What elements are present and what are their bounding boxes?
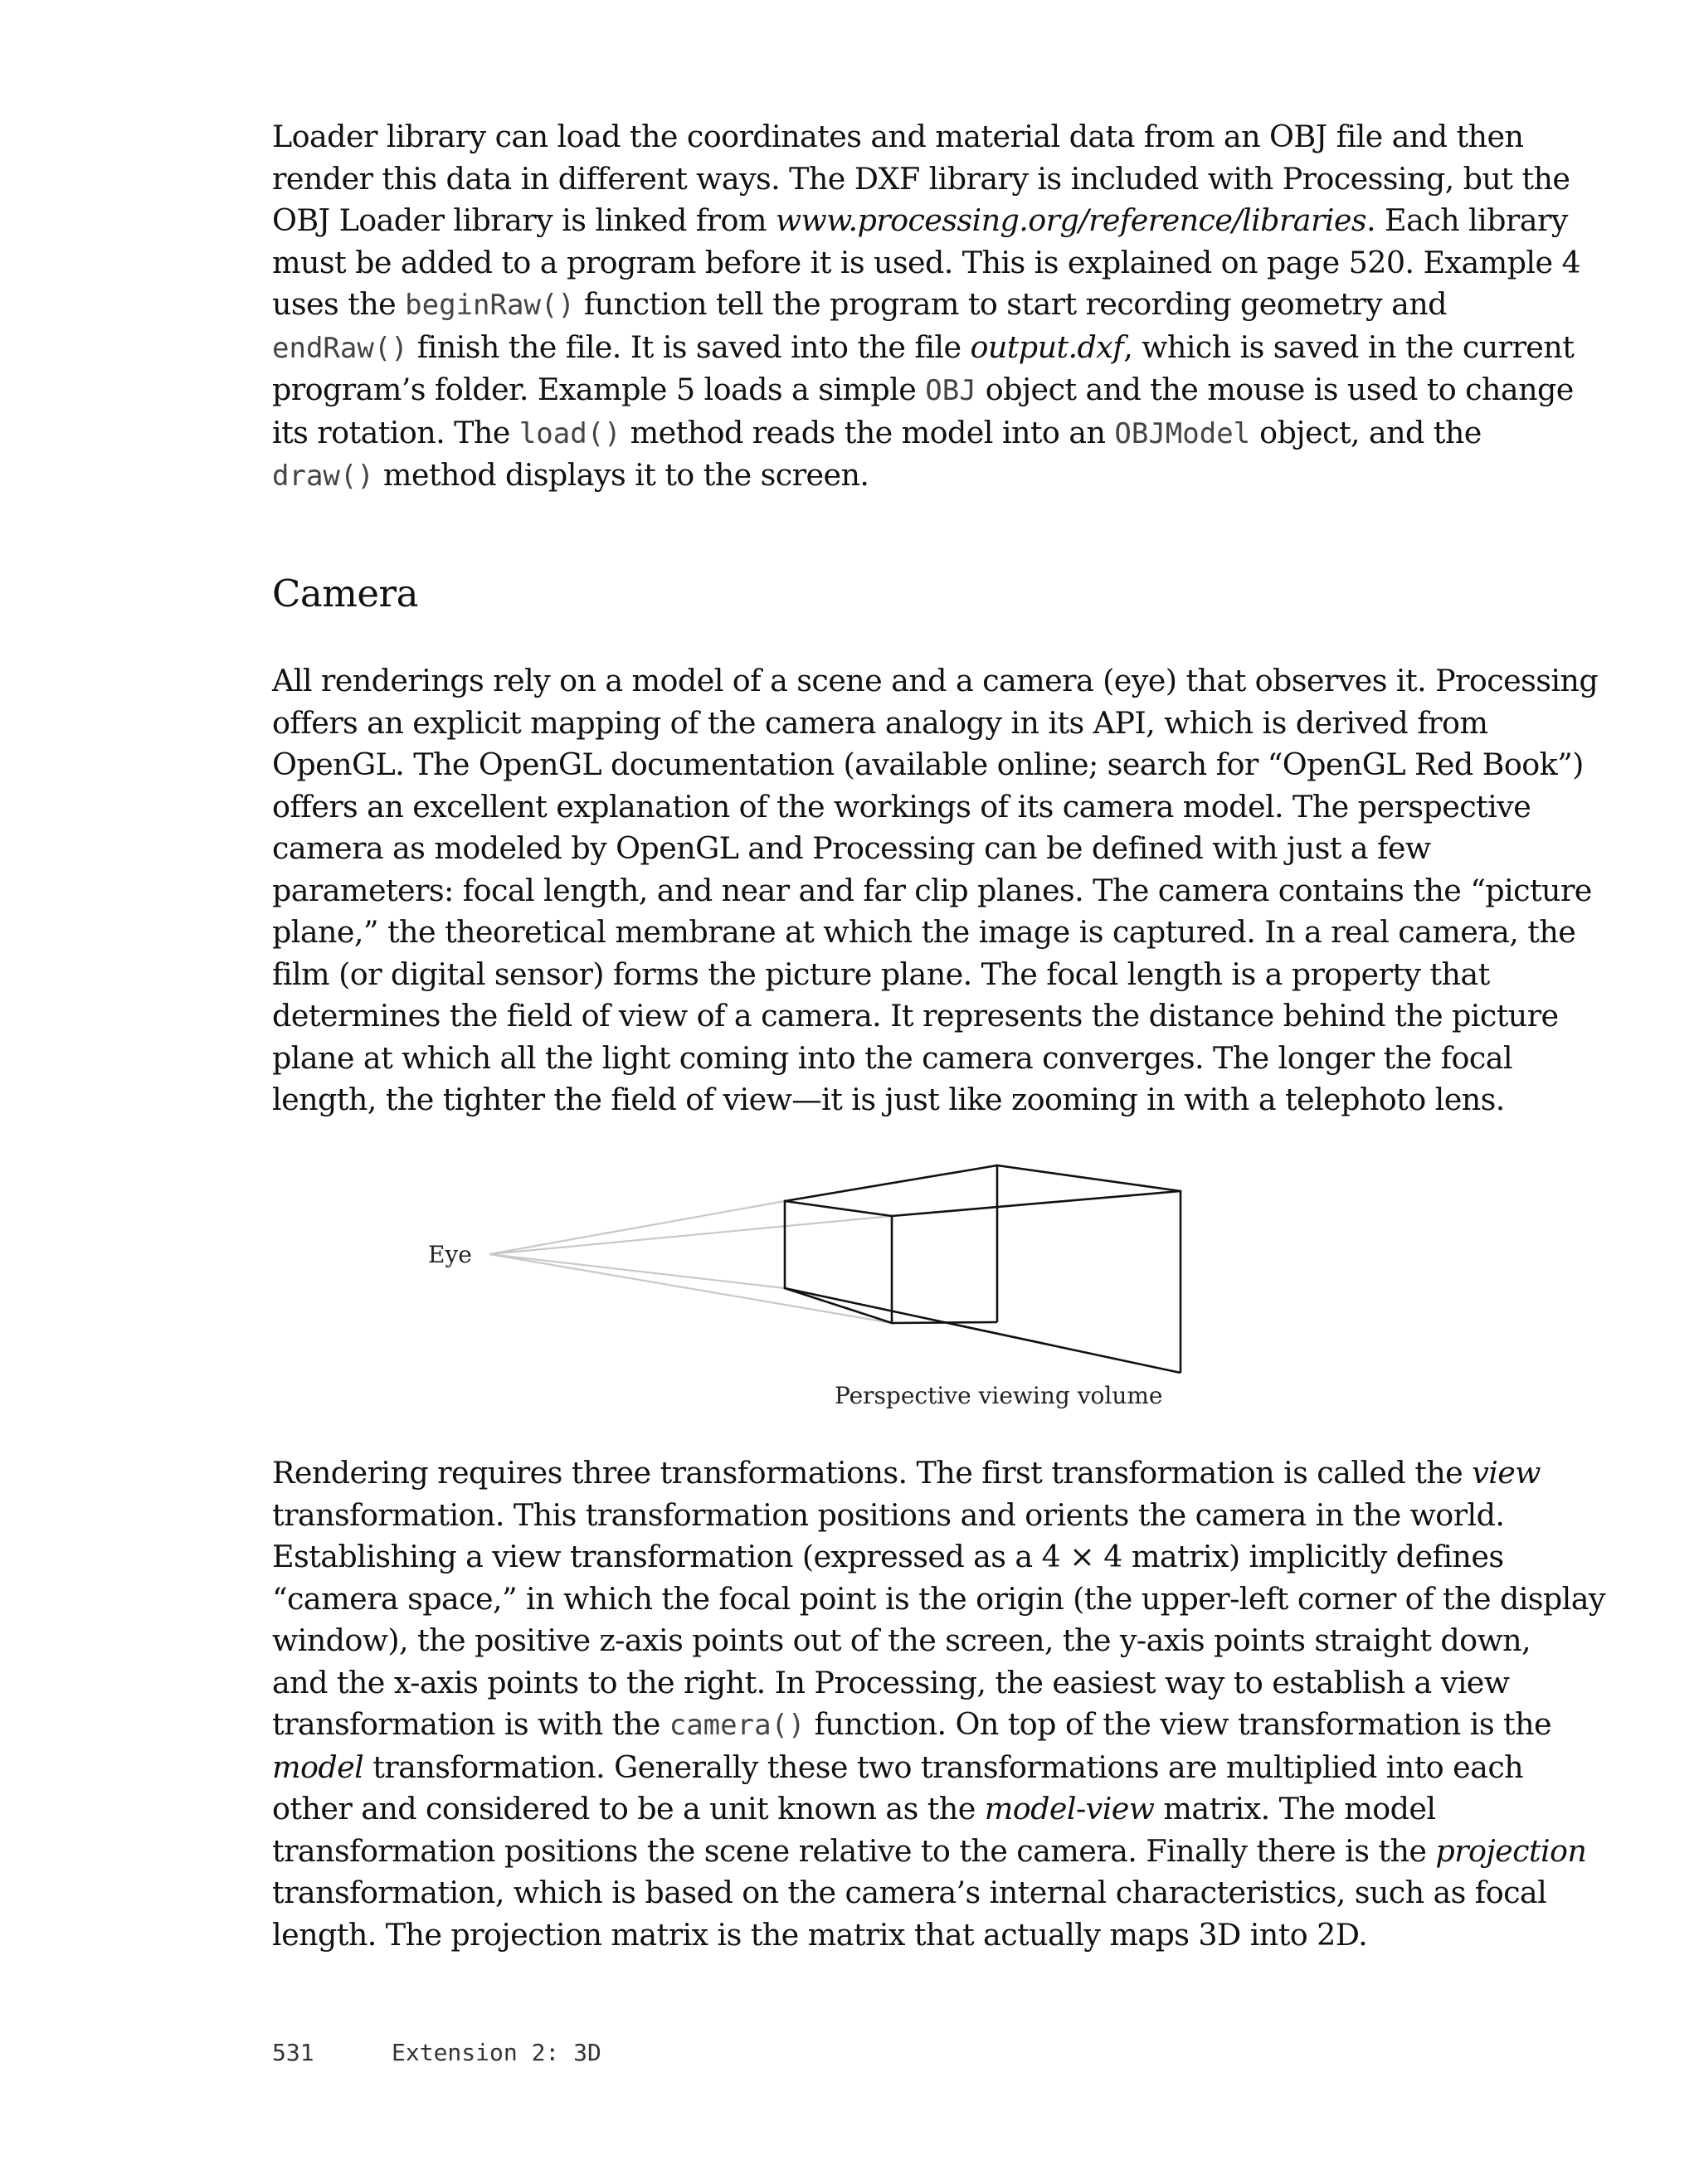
text-line: its rotation. The load() method reads the model into an OBJModel object, and the — [272, 414, 1482, 450]
code-beginraw: beginRaw() — [405, 289, 575, 322]
sight-line — [489, 1216, 892, 1254]
text-line: All renderings rely on a model of a scene and a camera (eye) that observes it. Processing — [272, 663, 1599, 698]
code-objmodel: OBJModel — [1114, 416, 1251, 450]
sight-line — [489, 1254, 892, 1323]
section-title: Extension 2: 3D — [392, 2039, 601, 2066]
sight-lines — [489, 1201, 892, 1323]
section-heading: Camera — [272, 572, 418, 615]
figure-caption: Perspective viewing volume — [835, 1382, 1163, 1409]
text-line: determines the field of view of a camera. It represents the distance behind the picture — [272, 998, 1559, 1034]
text-line: model transformation. Generally these two transformations are multiplied into each — [272, 1749, 1524, 1785]
text-line: render this data in different ways. The DXF library is included with Processing, but the — [272, 160, 1570, 197]
text-line: must be added to a program before it is used. This is explained on page 520. Example 4 — [272, 244, 1581, 280]
term-model-view: model-view — [984, 1791, 1155, 1826]
text-line: Establishing a view transformation (expressed as a 4 × 4 matrix) implicitly defines — [272, 1539, 1504, 1574]
text-line: length. The projection matrix is the matrix that actually maps 3D into 2D. — [272, 1916, 1368, 1953]
sight-line — [489, 1201, 785, 1254]
filename-output-dxf: output.dxf — [970, 328, 1124, 365]
text-line: program’s folder. Example 5 loads a simple OBJ object and the mouse is used to change — [272, 372, 1574, 407]
text-line: offers an excellent explanation of the workings of its camera model. The perspective — [272, 788, 1531, 824]
text-line: plane at which all the light coming into the camera converges. The longer the focal — [272, 1039, 1512, 1076]
text-line: draw() method displays it to the screen. — [272, 457, 869, 493]
text-line: OBJ Loader library is linked from www.processing.org/reference/libraries. Each library — [272, 202, 1568, 238]
camera-paragraph — [272, 660, 1599, 1121]
page-footer — [272, 2039, 601, 2066]
frustum-edge — [892, 1322, 997, 1323]
transformations-paragraph — [272, 1452, 1605, 1956]
code-endraw: endRaw() — [272, 331, 408, 365]
text-line: and the x-axis points to the right. In Processing, the easiest way to establish a view — [272, 1664, 1510, 1700]
libraries-url: www.processing.org/reference/libraries — [775, 202, 1367, 238]
intro-paragraph — [272, 116, 1581, 498]
text-line: offers an explicit mapping of the camera analogy in its API, which is derived from — [272, 704, 1488, 741]
text-line: transformation, which is based on the camera’s internal characteristics, such as focal — [272, 1875, 1547, 1910]
near-clip-plane — [785, 1201, 892, 1323]
text-line: other and considered to be a unit known as the model-view matrix. The model — [272, 1791, 1436, 1826]
text-line: uses the beginRaw() function tell the program to start recording geometry and — [272, 286, 1447, 322]
text-line: parameters: focal length, and near and far clip planes. The camera contains the “picture — [272, 872, 1592, 908]
sight-line — [489, 1254, 785, 1288]
eye-label: Eye — [428, 1241, 472, 1268]
text-line: Loader library can load the coordinates and material data from an OBJ file and then — [272, 119, 1524, 154]
code-obj: OBJ — [925, 374, 976, 407]
frustum-edge — [785, 1288, 1181, 1373]
code-camera: camera() — [669, 1709, 806, 1742]
frustum-edge — [785, 1165, 997, 1201]
text-line: window), the positive z-axis points out of the screen, the y-axis points straight down, — [272, 1622, 1531, 1658]
text-line: transformation positions the scene relative to the camera. Finally there is the projection — [272, 1832, 1587, 1869]
frustum-edge — [892, 1191, 1181, 1216]
term-projection: projection — [1435, 1832, 1587, 1869]
text-line: plane,” the theoretical membrane at which the image is captured. In a real camera, the — [272, 914, 1576, 950]
viewing-frustum — [785, 1165, 1181, 1373]
term-model: model — [272, 1749, 364, 1785]
text-line: camera as modeled by OpenGL and Processing can be defined with just a few — [272, 830, 1431, 866]
text-line: Rendering requires three transformations. The first transformation is called the view — [272, 1455, 1541, 1491]
text-line: OpenGL. The OpenGL documentation (available online; search for “OpenGL Red Book”) — [272, 747, 1584, 782]
text-line: film (or digital sensor) forms the picture plane. The focal length is a property that — [272, 956, 1490, 992]
text-line: transformation. This transformation positions and orients the camera in the world. — [272, 1496, 1505, 1533]
far-clip-plane-visible — [997, 1165, 1181, 1373]
code-load: load() — [518, 416, 621, 450]
term-view: view — [1472, 1455, 1541, 1491]
text-line: endRaw() finish the file. It is saved into the file output.dxf, which is saved in the current — [272, 328, 1575, 365]
code-draw: draw() — [272, 460, 374, 493]
page-number: 531 — [272, 2039, 314, 2066]
text-line: “camera space,” in which the focal point is the origin (the upper-left corner of the display — [272, 1580, 1605, 1617]
text-line: length, the tighter the field of view—it is just like zooming in with a telephoto lens. — [272, 1082, 1505, 1117]
text-line: transformation is with the camera() function. On top of the view transformation is the — [272, 1706, 1551, 1742]
